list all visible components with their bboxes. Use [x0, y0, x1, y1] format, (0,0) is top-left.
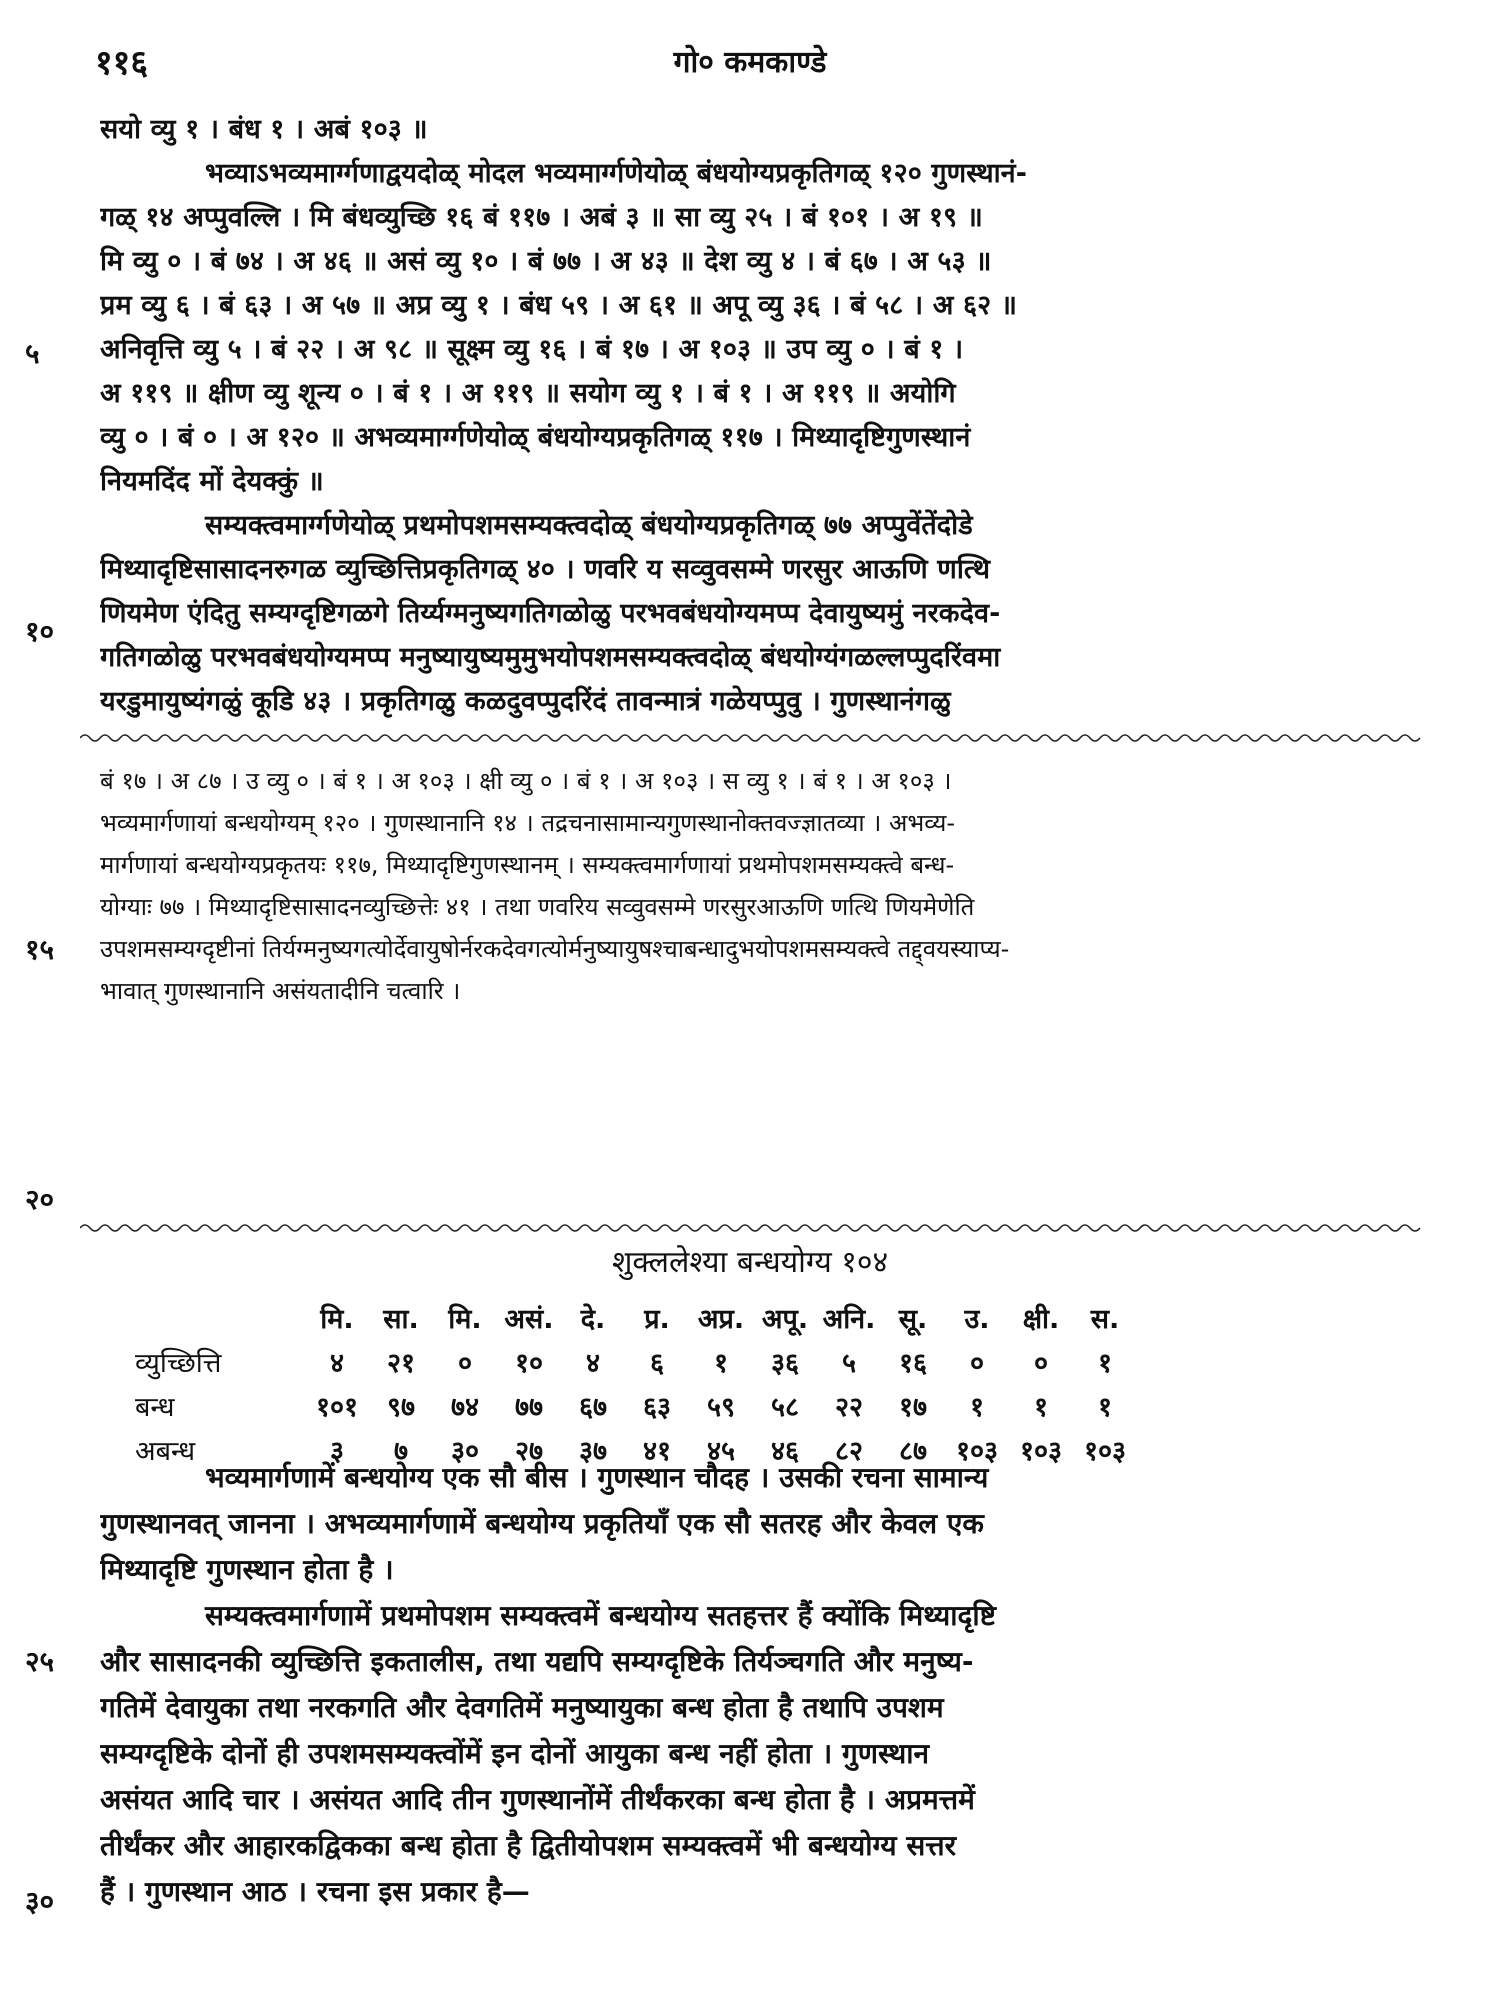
- table-header-row: [135, 1295, 1137, 1339]
- column-header: दे.: [580, 1303, 606, 1335]
- text-line: सयो व्यु १ । बंध १ । अबं १०३ ॥: [100, 114, 428, 145]
- table-cell: ०: [1033, 1347, 1049, 1379]
- text-line: गुणस्थानवत् जानना । अभव्यमार्गणामें बन्धयोग्य प्रकृतियाँ एक सौ सतरह और केवल एक: [100, 1507, 984, 1540]
- table-cell: १: [1033, 1391, 1049, 1423]
- table-cell: ३: [329, 1435, 345, 1467]
- text-line: मिथ्यादृष्टिसासादनरुगळ व्युच्छित्तिप्रकृतिगळ् ४० । णवरि य सव्वुवसम्मे णरसुर आऊणि णत्थि: [100, 554, 991, 585]
- text-line: व्यु ० । बं ० । अ १२० ॥ अभव्यमार्ग्गणेयोळ् बंधयोग्यप्रकृतिगळ् ११७ । मिथ्यादृष्टिगुणस्थानं: [100, 422, 971, 453]
- page-number: ११६: [95, 43, 149, 83]
- text-line: भव्यमार्गणामें बन्धयोग्य एक सौ बीस । गुणस्थान चौदह । उसकी रचना सामान्य: [205, 1461, 989, 1494]
- text-line: णियमेण एंदितु सम्यग्दृष्टिगळगे तिर्य्यग्मनुष्यगतिगळोळु परभवबंधयोग्यमप्प देवायुष्यमुं नरकदेव-: [100, 598, 1001, 629]
- column-header: असं.: [504, 1303, 554, 1335]
- table-cell: ३०: [450, 1435, 480, 1467]
- table-cell: ५८: [770, 1391, 800, 1423]
- sanskrit-commentary: [100, 760, 1420, 1012]
- text-line: गतिगळोळु परभवबंधयोग्यमप्प मनुष्यायुष्यमुमुभयोपशमसम्यक्त्वदोळ् बंधयोग्यंगळल्लप्पुदरिंवमा: [100, 642, 1001, 673]
- text-line: मि व्यु ० । बं ७४ । अ ४६ ॥ असं व्यु १० । बं ७७ । अ ४३ ॥ देश व्यु ४ । बं ६७ । अ ५३ ॥: [100, 246, 992, 277]
- table-cell: १: [1097, 1391, 1113, 1423]
- table-cell: १: [1097, 1347, 1113, 1379]
- margin-line-number: ३०: [25, 1885, 55, 1918]
- column-header: अपू.: [761, 1303, 809, 1335]
- hindi-translation: [100, 1455, 1420, 1915]
- table-cell: ८२: [834, 1435, 864, 1467]
- column-header: क्षी.: [1022, 1303, 1060, 1335]
- table-cell: ४६: [770, 1435, 800, 1467]
- text-line: हैं । गुणस्थान आठ । रचना इस प्रकार है—: [100, 1875, 530, 1908]
- text-line: भव्याऽभव्यमार्ग्गणाद्वयदोळ् मोदल भव्यमार्ग्गणेयोळ् बंधयोग्यप्रकृतिगळ् १२० गुणस्थानं-: [205, 158, 1028, 189]
- row-label: बन्ध: [135, 1391, 175, 1423]
- table-cell: ३७: [578, 1435, 608, 1467]
- text-line: उपशमसम्यग्दृष्टीनां तिर्यग्मनुष्यगत्योर्देवायुषोर्नरकदेवगत्योर्मनुष्यायुषश्चाबन्धादुभयोपशमसम्यक्त्वे तद्द्वयस्याप्य-: [100, 935, 1010, 963]
- table-cell: ४: [329, 1347, 345, 1379]
- text-line: और सासादनकी व्युच्छित्ति इकतालीस, तथा यद्यपि सम्यग्दृष्टिके तिर्यञ्चगति और मनुष्य-: [100, 1645, 974, 1678]
- text-line: सम्यग्दृष्टिके दोनों ही उपशमसम्यक्त्वोंमें इन दोनों आयुका बन्ध नहीं होता । गुणस्थान: [100, 1737, 930, 1770]
- column-header: अनि.: [822, 1303, 876, 1335]
- table-corner: [135, 1295, 305, 1339]
- text-line: यरडुमायुष्यंगळुं कूडि ४३ । प्रकृतिगळु कळदुवप्पुदरिंदं तावन्मात्रं गळेयप्पुवु । गुणस्थानंगळु: [100, 686, 951, 717]
- text-line: मार्गणायां बन्धयोग्यप्रकृतयः ११७, मिथ्यादृष्टिगुणस्थानम् । सम्यक्त्वमार्गणायां प्रथमोपशमसम्यक्त्वे बन्ध-: [100, 851, 955, 879]
- text-line: गळ् १४ अप्पुवल्लि । मि बंधव्युच्छि १६ बं ११७ । अबं ३ ॥ सा व्यु २५ । बं १०१ । अ १९ ॥: [100, 202, 983, 233]
- table-cell: २१: [386, 1347, 416, 1379]
- text-line: सम्यक्त्वमार्ग्गणेयोळ् प्रथमोपशमसम्यक्त्वदोळ् बंधयोग्यप्रकृतिगळ् ७७ अप्पुवेंतेंदोडे: [205, 510, 973, 541]
- table-cell: ६७: [578, 1391, 608, 1423]
- column-header: प्र.: [644, 1303, 670, 1335]
- section-divider: [80, 1222, 1425, 1234]
- column-header: स.: [1090, 1303, 1120, 1335]
- text-line: नियमदिंद मों देयक्कुं ॥: [100, 466, 324, 497]
- column-header: मि.: [448, 1303, 482, 1335]
- margin-line-number: २५: [25, 1645, 55, 1678]
- text-line: असंयत आदि चार । असंयत आदि तीन गुणस्थानोंमें तीर्थंकरका बन्ध होता है । अप्रमत्तमें: [100, 1783, 975, 1816]
- table-cell: १०: [514, 1347, 544, 1379]
- table-cell: ४: [585, 1347, 601, 1379]
- table-cell: ०: [457, 1347, 473, 1379]
- table-row: [135, 1383, 1137, 1427]
- bandh-table: [135, 1295, 1137, 1471]
- column-header: मि.: [320, 1303, 354, 1335]
- table-cell: १७: [898, 1391, 928, 1423]
- table-cell: १०३: [1083, 1435, 1127, 1467]
- text-line: सम्यक्त्वमार्गणामें प्रथमोपशम सम्यक्त्वमें बन्धयोग्य सतहत्तर हैं क्योंकि मिथ्यादृष्टि: [205, 1599, 997, 1632]
- table-cell: १०१: [315, 1391, 359, 1423]
- table-cell: ८७: [898, 1435, 928, 1467]
- margin-line-number: २०: [25, 1183, 55, 1216]
- table-cell: १: [969, 1391, 985, 1423]
- row-label: व्युच्छित्ति: [135, 1347, 222, 1379]
- kannada-commentary: [100, 108, 1420, 724]
- text-line: तीर्थंकर और आहारकद्विकका बन्ध होता है द्वितीयोपशम सम्यक्त्वमें भी बन्धयोग्य सत्तर: [100, 1829, 957, 1862]
- column-header: अप्र.: [697, 1303, 745, 1335]
- table-cell: ५: [841, 1347, 857, 1379]
- table-cell: १: [713, 1347, 729, 1379]
- table-row: [135, 1339, 1137, 1383]
- table-cell: ६३: [642, 1391, 672, 1423]
- text-line: प्रम व्यु ६ । बं ६३ । अ ५७ ॥ अप्र व्यु १ । बंध ५९ । अ ६१ ॥ अपू व्यु ३६ । बं ५८ । अ ६२ ॥: [100, 290, 1018, 321]
- running-head: गो० कमकाण्डे: [673, 45, 827, 80]
- table-cell: २२: [834, 1391, 864, 1423]
- page-header: [95, 38, 1405, 88]
- table-cell: ०: [969, 1347, 985, 1379]
- column-header: सू.: [898, 1303, 928, 1335]
- text-line: भावात् गुणस्थानानि असंयतादीनि चत्वारि ।: [100, 977, 461, 1005]
- text-line: भव्यमार्गणायां बन्धयोग्यम् १२० । गुणस्थानानि १४ । तद्रचनासामान्यगुणस्थानोक्तवज्ज्ञातव्या । अभव्य-: [100, 809, 955, 837]
- table-cell: ४१: [642, 1435, 672, 1467]
- text-line: योग्याः ७७ । मिथ्यादृष्टिसासादनव्युच्छित्तेः ४१ । तथा णवरिय सव्वुवसम्मे णरसुरआऊणि णत्थि णियमेणेति: [100, 893, 975, 921]
- table-cell: ७७: [514, 1391, 544, 1423]
- column-header: उ.: [964, 1303, 990, 1335]
- table-cell: ७४: [450, 1391, 480, 1423]
- text-line: अ ११९ ॥ क्षीण व्यु शून्य ० । बं १ । अ ११९ ॥ सयोग व्यु १ । बं १ । अ ११९ ॥ अयोगि: [100, 378, 956, 409]
- text-line: गतिमें देवायुका तथा नरकगति और देवगतिमें मनुष्यायुका बन्ध होता है तथापि उपशम: [100, 1691, 944, 1724]
- table-cell: ६: [649, 1347, 665, 1379]
- table-cell: १०३: [1019, 1435, 1063, 1467]
- text-line: बं १७ । अ ८७ । उ व्यु ० । बं १ । अ १०३ । क्षी व्यु ० । बं १ । अ १०३ । स व्यु १ । बं १ । अ १०३ ।: [100, 767, 952, 795]
- margin-line-number: ५: [25, 337, 40, 370]
- table-cell: ७: [393, 1435, 409, 1467]
- text-line: अनिवृत्ति व्यु ५ । बं २२ । अ ९८ ॥ सूक्ष्म व्यु १६ । बं १७ । अ १०३ ॥ उप व्यु ० । बं १ ।: [100, 334, 964, 365]
- row-label: अबन्ध: [135, 1435, 196, 1467]
- table-cell: ४५: [706, 1435, 736, 1467]
- table-cell: १६: [898, 1347, 928, 1379]
- table-cell: २७: [514, 1435, 544, 1467]
- column-header: सा.: [383, 1303, 419, 1335]
- table-cell: ५९: [706, 1391, 736, 1423]
- table-cell: ३६: [770, 1347, 800, 1379]
- text-line: मिथ्यादृष्टि गुणस्थान होता है ।: [100, 1553, 394, 1586]
- table-cell: ९७: [386, 1391, 416, 1423]
- margin-line-number: १०: [25, 615, 55, 648]
- margin-line-number: १५: [25, 933, 55, 966]
- table-title: शुक्ललेश्या बन्धयोग्य १०४: [611, 1245, 889, 1280]
- section-divider: [80, 732, 1425, 744]
- table-cell: १०३: [955, 1435, 999, 1467]
